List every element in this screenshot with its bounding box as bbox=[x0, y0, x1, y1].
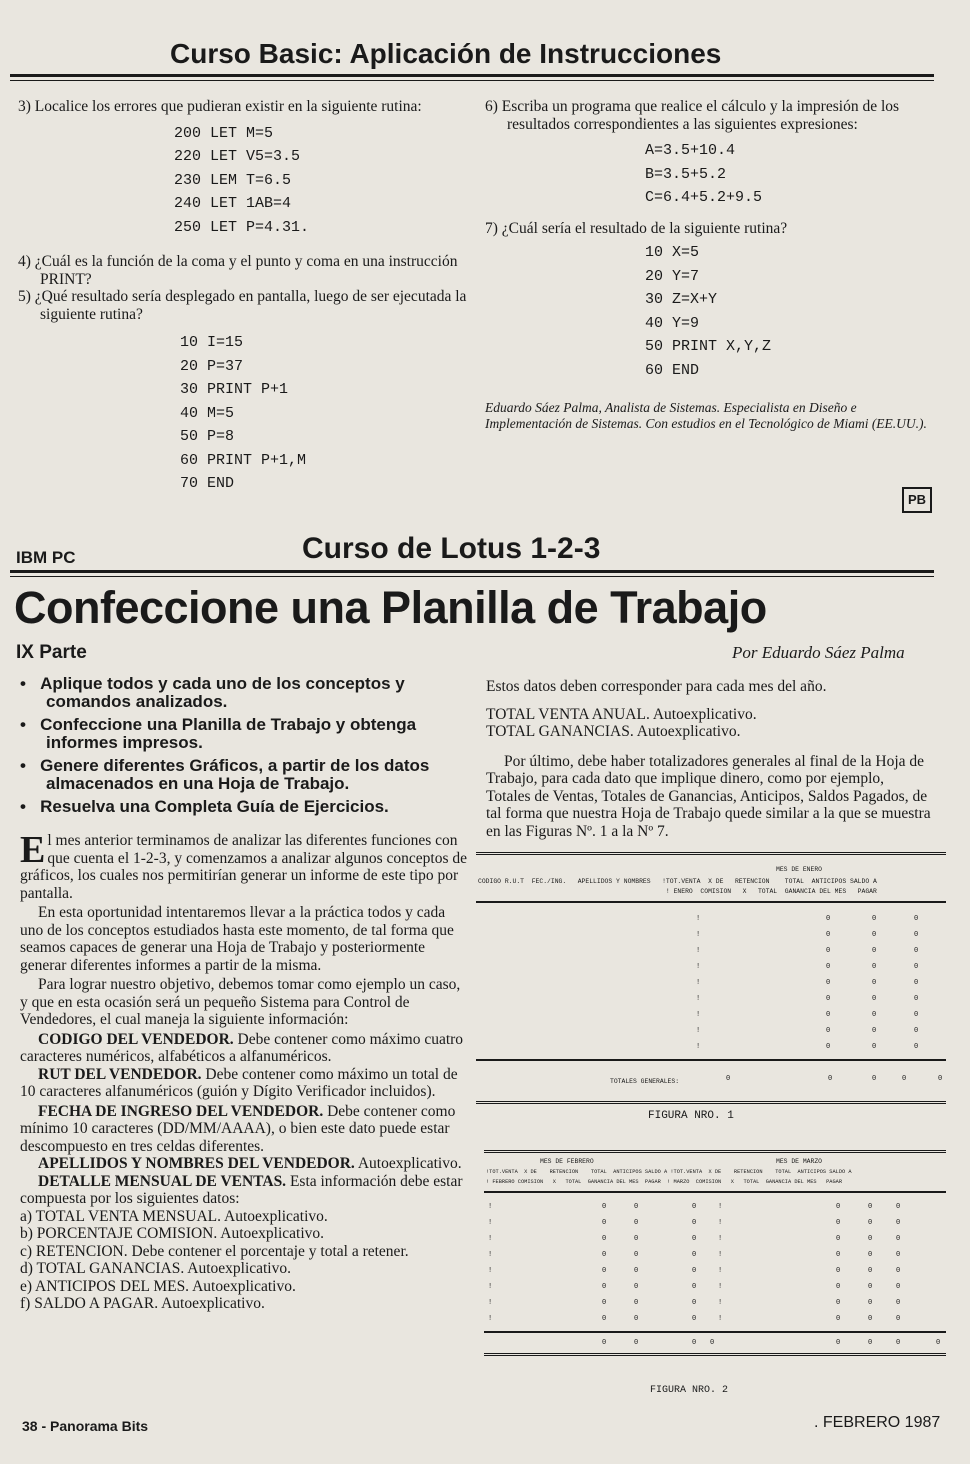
zero-cell: 0 bbox=[634, 1267, 639, 1275]
figure-2-caption: FIGURA NRO. 2 bbox=[650, 1385, 729, 1396]
field-description: APELLIDOS Y NOMBRES DEL VENDEDOR. Autoexplicativo. bbox=[38, 1155, 462, 1172]
total-zero-cell: 0 bbox=[692, 1339, 697, 1347]
total-zero-cell: 0 bbox=[868, 1339, 873, 1347]
byline: Por Eduardo Sáez Palma bbox=[732, 643, 905, 662]
zero-cell: 0 bbox=[602, 1267, 607, 1275]
paragraph: Por último, debe haber totalizadores generales al final de la Hoja de Trabajo, para cada dato que implique dinero, como por ejemplo, Totales de Ventas, Totales de Ganancias, Anticipos, Saldos Pagados, de tal forma que nuestra Hoja de Trabajo quede similar a la que se muestra en las Figuras Nº. 1 a la Nº 7. bbox=[486, 752, 931, 840]
zero-cell: 0 bbox=[868, 1235, 873, 1243]
zero-cell: 0 bbox=[602, 1203, 607, 1211]
figure-1-divider bbox=[476, 1059, 946, 1061]
left-questions bbox=[18, 98, 468, 496]
paragraph: En esta oportunidad intentaremos llevar a la práctica todos y cada uno de los conceptos estudiados hasta este momento, de tal forma que seamos capaces de generar una Hoja de Trabajo y posteriormente generar diferentes informes a partir de la misma. bbox=[20, 904, 454, 974]
zero-cell: 0 bbox=[896, 1235, 901, 1243]
figure-2-month: MES DE FEBRERO bbox=[540, 1158, 594, 1165]
zero-cell: 0 bbox=[896, 1219, 901, 1227]
column-separator: ! bbox=[488, 1267, 493, 1275]
column-separator: ! bbox=[718, 1235, 723, 1243]
column-separator: ! bbox=[696, 915, 701, 923]
column-separator: ! bbox=[696, 963, 701, 971]
zero-cell: 0 bbox=[826, 1043, 831, 1051]
header-rule-thin bbox=[10, 80, 934, 81]
zero-cell: 0 bbox=[826, 1011, 831, 1019]
zero-cell: 0 bbox=[868, 1283, 873, 1291]
zero-cell: 0 bbox=[634, 1203, 639, 1211]
column-separator: ! bbox=[718, 1267, 723, 1275]
zero-cell: 0 bbox=[868, 1203, 873, 1211]
section-title: Curso Basic: Aplicación de Instrucciones bbox=[170, 38, 722, 69]
zero-cell: 0 bbox=[914, 1027, 919, 1035]
field-description: RUT DEL VENDEDOR. Debe contener como máximo un total de 10 caracteres alfanuméricos (guión y Dígito Verificador incluidos). bbox=[20, 1065, 458, 1100]
zero-cell: 0 bbox=[634, 1299, 639, 1307]
field-description: DETALLE MENSUAL DE VENTAS. Esta información debe estar compuesta por los siguientes datos: bbox=[20, 1172, 463, 1207]
column-separator: ! bbox=[718, 1251, 723, 1259]
zero-cell: 0 bbox=[868, 1315, 873, 1323]
figure-1-totals: TOTALES GENERALES: bbox=[610, 1078, 680, 1085]
section-rule bbox=[10, 570, 934, 573]
bullet-dot-icon: • bbox=[20, 797, 41, 816]
total-zero-cell: 0 bbox=[872, 1075, 877, 1083]
zero-cell: 0 bbox=[868, 1299, 873, 1307]
column-separator: ! bbox=[718, 1299, 723, 1307]
column-separator: ! bbox=[696, 1027, 701, 1035]
figure-2-divider bbox=[484, 1331, 946, 1333]
zero-cell: 0 bbox=[872, 947, 877, 955]
bullet-dot-icon: • bbox=[20, 715, 41, 734]
body-right bbox=[486, 678, 932, 840]
zero-cell: 0 bbox=[602, 1315, 607, 1323]
zero-cell: 0 bbox=[896, 1251, 901, 1259]
zero-cell: 0 bbox=[872, 995, 877, 1003]
zero-cell: 0 bbox=[836, 1219, 841, 1227]
figure-2-divider bbox=[484, 1191, 946, 1193]
question-3: 3) Localice los errores que pudieran existir en la siguiente rutina: bbox=[18, 98, 422, 115]
list-item: c) RETENCION. Debe contener el porcentaje y total a retener. bbox=[20, 1242, 409, 1260]
zero-cell: 0 bbox=[602, 1219, 607, 1227]
figure-1-header: ! ENERO COMISION X TOTAL GANANCIA DEL MES PAGAR bbox=[478, 888, 877, 895]
figure-1-month: MES DE ENERO bbox=[776, 866, 823, 873]
zero-cell: 0 bbox=[872, 1027, 877, 1035]
total-zero-cell: 0 bbox=[726, 1075, 731, 1083]
pb-badge: PB bbox=[902, 487, 932, 513]
zero-cell: 0 bbox=[692, 1203, 697, 1211]
zero-cell: 0 bbox=[836, 1203, 841, 1211]
zero-cell: 0 bbox=[826, 963, 831, 971]
zero-cell: 0 bbox=[836, 1283, 841, 1291]
zero-cell: 0 bbox=[692, 1299, 697, 1307]
zero-cell: 0 bbox=[836, 1299, 841, 1307]
body-left bbox=[20, 829, 468, 1313]
paragraph: El mes anterior terminamos de analizar las diferentes funciones con que cuenta el 1-2-3, y comenzamos a analizar algunos conceptos de gráficos, los cuales nos permitirían generar un informe de este tipo por pantalla. bbox=[20, 829, 467, 902]
figure-2-month: MES DE MARZO bbox=[776, 1158, 823, 1165]
zero-cell: 0 bbox=[602, 1299, 607, 1307]
column-separator: ! bbox=[718, 1283, 723, 1291]
part-label: IX Parte bbox=[16, 642, 87, 663]
zero-cell: 0 bbox=[692, 1235, 697, 1243]
question-5-code: 10 I=15 20 P=37 30 PRINT P+1 40 M=5 50 P=8 60 PRINT P+1,M 70 END bbox=[180, 334, 307, 492]
zero-cell: 0 bbox=[836, 1251, 841, 1259]
figure-1-header: CODIGO R.U.T FEC./ING. APELLIDOS Y NOMBRES !TOT.VENTA X DE RETENCION TOTAL ANTICIPOS SALDO A bbox=[478, 878, 877, 885]
question-4: 4) ¿Cuál es la función de la coma y el punto y coma en una instrucción PRINT? bbox=[18, 253, 458, 288]
figure-1-divider bbox=[476, 901, 946, 903]
column-separator: ! bbox=[696, 1043, 701, 1051]
zero-cell: 0 bbox=[896, 1283, 901, 1291]
figure-2-header: ! FEBRERO COMISION X TOTAL GANANCIA DEL MES PAGAR ! MARZO COMISION X TOTAL GANANCIA DEL MES PAGAR bbox=[486, 1179, 843, 1185]
zero-cell: 0 bbox=[896, 1267, 901, 1275]
total-zero-cell: 0 bbox=[896, 1339, 901, 1347]
bullets bbox=[20, 675, 470, 821]
bullet-item: • Resuelva una Completa Guía de Ejercicios. bbox=[20, 797, 389, 816]
zero-cell: 0 bbox=[692, 1219, 697, 1227]
total-zero-cell: 0 bbox=[836, 1339, 841, 1347]
total-zero-cell: 0 bbox=[710, 1339, 715, 1347]
zero-cell: 0 bbox=[826, 1027, 831, 1035]
question-6: 6) Escriba un programa que realice el cálculo y la impresión de los resultados correspondientes a las siguientes expresiones: bbox=[485, 98, 900, 133]
bullet-dot-icon: • bbox=[20, 756, 41, 775]
figure-2-spreadsheet bbox=[484, 1150, 946, 1356]
header-rule bbox=[10, 74, 934, 77]
column-separator: ! bbox=[488, 1315, 493, 1323]
question-7-code: 10 X=5 20 Y=7 30 Z=X+Y 40 Y=9 50 PRINT X,Y,Z 60 END bbox=[645, 244, 772, 379]
column-separator: ! bbox=[696, 931, 701, 939]
bullet-dot-icon: • bbox=[20, 674, 41, 693]
column-separator: ! bbox=[488, 1203, 493, 1211]
zero-cell: 0 bbox=[634, 1251, 639, 1259]
zero-cell: 0 bbox=[914, 963, 919, 971]
zero-cell: 0 bbox=[914, 979, 919, 987]
column-separator: ! bbox=[696, 979, 701, 987]
zero-cell: 0 bbox=[872, 931, 877, 939]
figure-1-caption: FIGURA NRO. 1 bbox=[648, 1110, 734, 1122]
zero-cell: 0 bbox=[826, 995, 831, 1003]
footer-date: . FEBRERO 1987 bbox=[814, 1414, 941, 1431]
zero-cell: 0 bbox=[602, 1235, 607, 1243]
author-note: Eduardo Sáez Palma, Analista de Sistemas. Especialista en Diseño e Implementación de Sistemas. Con estudios en el Tecnológico de Miami (EE.UU.). bbox=[485, 400, 927, 431]
zero-cell: 0 bbox=[826, 931, 831, 939]
question-5: 5) ¿Qué resultado sería desplegado en pantalla, luego de ser ejecutada la siguiente rutina? bbox=[18, 288, 467, 323]
question-6-code: A=3.5+10.4 B=3.5+5.2 C=6.4+5.2+9.5 bbox=[645, 142, 763, 206]
zero-cell: 0 bbox=[872, 1043, 877, 1051]
right-questions bbox=[485, 98, 933, 432]
total-zero-cell: 0 bbox=[902, 1075, 907, 1083]
zero-cell: 0 bbox=[602, 1251, 607, 1259]
column-separator: ! bbox=[718, 1203, 723, 1211]
zero-cell: 0 bbox=[872, 963, 877, 971]
list-item: e) ANTICIPOS DEL MES. Autoexplicativo. bbox=[20, 1277, 296, 1295]
zero-cell: 0 bbox=[692, 1315, 697, 1323]
column-separator: ! bbox=[488, 1219, 493, 1227]
course-title: Curso de Lotus 1-2-3 bbox=[302, 532, 601, 565]
zero-cell: 0 bbox=[692, 1283, 697, 1291]
list-item: a) TOTAL VENTA MENSUAL. Autoexplicativo. bbox=[20, 1207, 328, 1225]
bullet-item: • Genere diferentes Gráficos, a partir de los datos almacenados en una Hoja de Trabajo. bbox=[20, 756, 430, 793]
zero-cell: 0 bbox=[826, 947, 831, 955]
zero-cell: 0 bbox=[896, 1315, 901, 1323]
zero-cell: 0 bbox=[914, 931, 919, 939]
field-description: CODIGO DEL VENDEDOR. Debe contener como máximo cuatro caracteres numéricos, alfabéticos a alfanuméricos. bbox=[20, 1030, 464, 1065]
column-separator: ! bbox=[718, 1315, 723, 1323]
total-zero-cell: 0 bbox=[936, 1339, 941, 1347]
kicker: IBM PC bbox=[16, 548, 76, 567]
total-zero-cell: 0 bbox=[938, 1075, 943, 1083]
bullet-item: • Aplique todos y cada uno de los conceptos y comandos analizados. bbox=[20, 674, 405, 711]
footer-page: 38 - Panorama Bits bbox=[22, 1418, 149, 1434]
column-separator: ! bbox=[488, 1251, 493, 1259]
zero-cell: 0 bbox=[634, 1219, 639, 1227]
zero-cell: 0 bbox=[914, 1043, 919, 1051]
column-separator: ! bbox=[488, 1299, 493, 1307]
column-separator: ! bbox=[696, 947, 701, 955]
zero-cell: 0 bbox=[836, 1315, 841, 1323]
headline: Confeccione una Planilla de Trabajo bbox=[14, 582, 767, 633]
zero-cell: 0 bbox=[826, 915, 831, 923]
zero-cell: 0 bbox=[914, 947, 919, 955]
zero-cell: 0 bbox=[692, 1251, 697, 1259]
zero-cell: 0 bbox=[868, 1251, 873, 1259]
question-7: 7) ¿Cuál sería el resultado de la siguiente rutina? bbox=[485, 219, 788, 237]
paragraph: TOTAL GANANCIAS. Autoexplicativo. bbox=[486, 723, 741, 740]
column-separator: ! bbox=[488, 1235, 493, 1243]
zero-cell: 0 bbox=[868, 1219, 873, 1227]
zero-cell: 0 bbox=[872, 979, 877, 987]
zero-cell: 0 bbox=[836, 1267, 841, 1275]
zero-cell: 0 bbox=[896, 1203, 901, 1211]
figure-2-header: !TOT.VENTA X DE RETENCION TOTAL ANTICIPOS SALDO A !TOT.VENTA X DE RETENCION TOTAL ANTICIPOS SALDO A bbox=[486, 1169, 852, 1175]
zero-cell: 0 bbox=[826, 979, 831, 987]
list-item: b) PORCENTAJE COMISION. Autoexplicativo. bbox=[20, 1225, 325, 1242]
paragraph: TOTAL VENTA ANUAL. Autoexplicativo. bbox=[486, 705, 757, 723]
zero-cell: 0 bbox=[868, 1267, 873, 1275]
zero-cell: 0 bbox=[914, 1011, 919, 1019]
column-separator: ! bbox=[488, 1283, 493, 1291]
section-rule-thin bbox=[10, 576, 934, 577]
list-item: d) TOTAL GANANCIAS. Autoexplicativo. bbox=[20, 1260, 291, 1277]
list-item: f) SALDO A PAGAR. Autoexplicativo. bbox=[20, 1295, 265, 1312]
zero-cell: 0 bbox=[634, 1235, 639, 1243]
zero-cell: 0 bbox=[914, 995, 919, 1003]
paragraph: Estos datos deben corresponder para cada mes del año. bbox=[486, 678, 827, 695]
total-zero-cell: 0 bbox=[602, 1339, 607, 1347]
zero-cell: 0 bbox=[896, 1299, 901, 1307]
figure-1-spreadsheet bbox=[476, 852, 946, 1104]
column-separator: ! bbox=[696, 1011, 701, 1019]
zero-cell: 0 bbox=[692, 1267, 697, 1275]
dropcap: E bbox=[20, 829, 46, 871]
paragraph: Para lograr nuestro objetivo, debemos tomar como ejemplo un caso, y que en esta ocasión será un pequeño Sistema para Control de Vendedores, el cual maneja la siguiente información: bbox=[20, 976, 461, 1028]
column-separator: ! bbox=[718, 1219, 723, 1227]
total-zero-cell: 0 bbox=[828, 1075, 833, 1083]
zero-cell: 0 bbox=[872, 915, 877, 923]
zero-cell: 0 bbox=[634, 1283, 639, 1291]
zero-cell: 0 bbox=[634, 1315, 639, 1323]
zero-cell: 0 bbox=[836, 1235, 841, 1243]
total-zero-cell: 0 bbox=[634, 1339, 639, 1347]
question-3-code: 200 LET M=5 220 LET V5=3.5 230 LEM T=6.5 240 LET 1AB=4 250 LET P=4.31. bbox=[174, 124, 310, 236]
zero-cell: 0 bbox=[914, 915, 919, 923]
zero-cell: 0 bbox=[872, 1011, 877, 1019]
zero-cell: 0 bbox=[602, 1283, 607, 1291]
field-description: FECHA DE INGRESO DEL VENDEDOR. Debe contener como mínimo 10 caracteres (DD/MM/AAAA), o bien este dato puede estar descompuesto en tres celdas diferentes. bbox=[20, 1102, 456, 1155]
bullet-item: • Confeccione una Planilla de Trabajo y obtenga informes impresos. bbox=[20, 715, 417, 752]
column-separator: ! bbox=[696, 995, 701, 1003]
